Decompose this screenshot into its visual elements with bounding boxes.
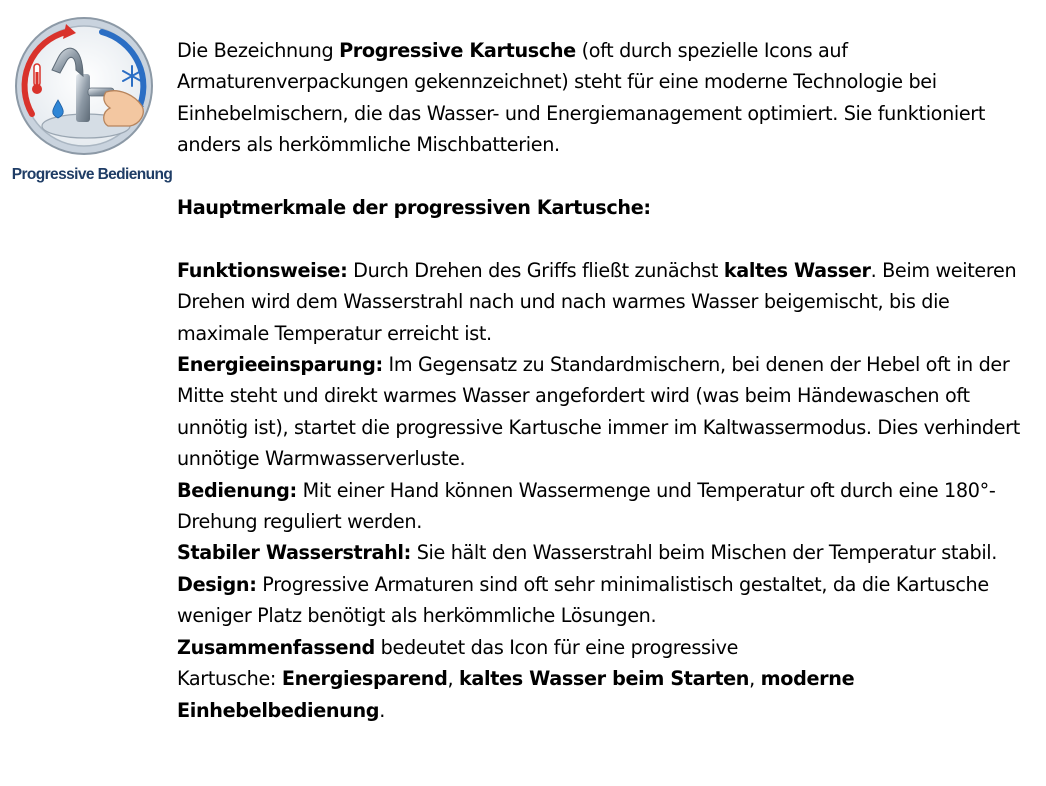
intro-paragraph: Die Bezeichnung Progressive Kartusche (oft durch spezielle Icons auf Armaturenverpackungen gekennzeichnet) steht für eine moderne Technologie bei Einhebelmischern, die das Wasser- und Energiemanagement optimiert. Sie funktioniert anders als herkömmliche Mischbatterien.: [177, 39, 986, 157]
logo-graphic: [6, 14, 166, 164]
feature-energieeinsparung: Energieeinsparung: Im Gegensatz zu Standardmischern, bei denen der Hebel oft in der Mitte steht und direkt warmes Wasser angefordert wird (was beim Händewaschen oft unnötig ist), startet die progressive Kartusche immer im Kaltwassermodus. Dies verhindert unnötige Warmwasserverluste.: [177, 353, 1020, 471]
logo-caption: Progressive Bedienung: [11, 166, 173, 183]
feature-bedienung: Bedienung: Mit einer Hand können Wassermenge und Temperatur oft durch eine 180°-Drehung reguliert werden.: [177, 478, 996, 534]
feature-funktionsweise: Funktionsweise: Durch Drehen des Griffs fließt zunächst kaltes Wasser. Beim weiteren Drehen wird dem Wasserstrahl nach und nach warmes Wasser beigemischt, bis die maximale Temperatur erreicht ist.: [177, 258, 1017, 345]
summary-paragraph: Zusammenfassend bedeutet das Icon für eine progressive Kartusche: Energiesparend, kaltes Wasser beim Starten, moderne Einhebelbedienung.: [177, 635, 855, 722]
document-body: [177, 35, 1039, 726]
feature-design: Design: Progressive Armaturen sind oft sehr minimalistisch gestaltet, da die Kartusche weniger Platz benötigt als herkömmliche Lösungen.: [177, 572, 989, 628]
feature-stabiler-wasserstrahl: Stabiler Wasserstrahl: Sie hält den Wasserstrahl beim Mischen der Temperatur stabil.: [177, 541, 998, 565]
section-heading: Hauptmerkmale der progressiven Kartusche:: [177, 196, 651, 220]
thermometer-icon: [32, 64, 42, 94]
progressive-bedienung-logo: [6, 14, 173, 192]
